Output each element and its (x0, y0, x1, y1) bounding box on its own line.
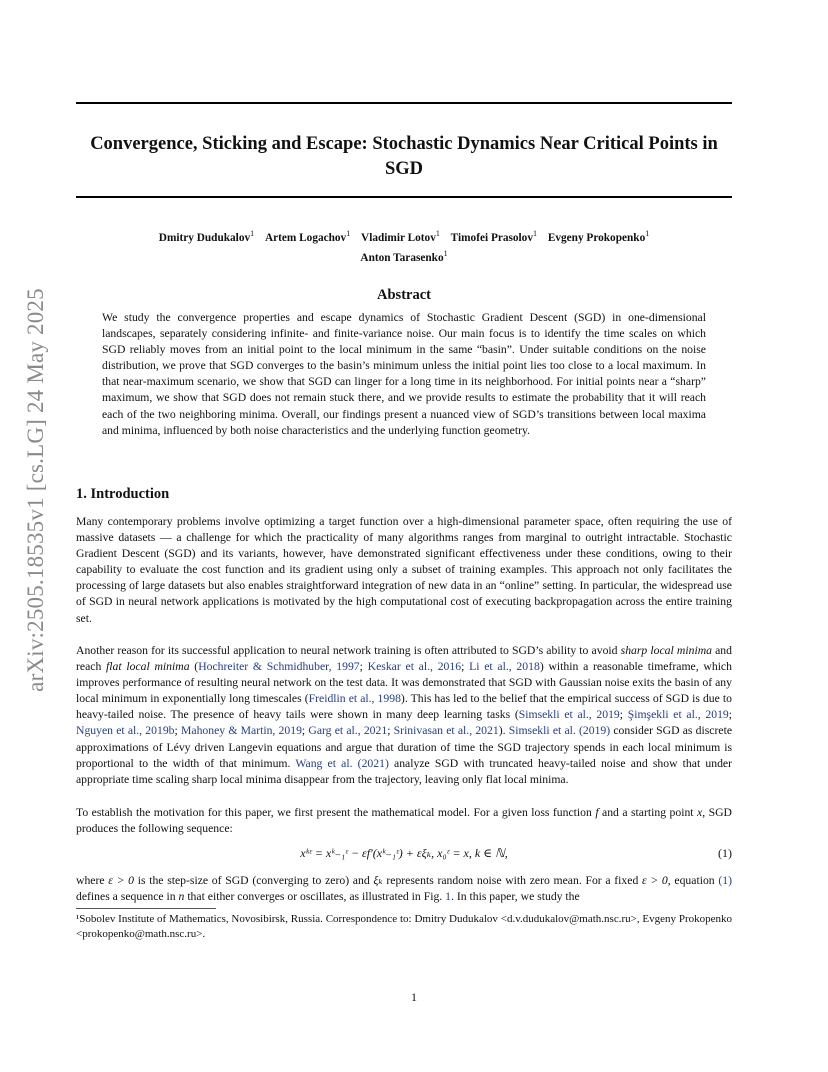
citation-link[interactable]: Simsekli et al., 2019 (518, 708, 620, 722)
section-heading-introduction: 1. Introduction (76, 486, 170, 502)
equation-number: (1) (718, 846, 732, 860)
citation-link[interactable]: Simsekli et al. (2019) (508, 724, 611, 738)
author: Anton Tarasenko$^1$ (360, 248, 448, 264)
paper-title: Convergence, Sticking and Escape: Stochastic Dynamics Near Critical Points in SGD (90, 134, 718, 179)
abstract-text: We study the convergence properties and escape dynamics of Stochastic Gradient Descent (SGD) in one-dimensional landscapes, separately considering infinite- and finite-variance noise. Our main focus is to identify the time scales on which SGD reliably moves from an initial point to the local minimum in the same “basin”. Under suitable conditions on the noise distribution, we prove that SGD converges to the basin’s minimum unless the initial point lies too close to a local maximum. In that near-maximum scenario, we show that SGD can linger for a long time in its neighborhood. For initial points near a “sharp” maximum, we show that SGD does not remain stuck there, and we provide results to estimate the probability that it will reach each of the two neighboring minima. Overall, our findings present a nuanced view of SGD’s transitions between local maxima and minima, influenced by both noise characteristics and the underlying function geometry. (102, 311, 706, 437)
equation-1 (76, 846, 732, 866)
figure-reference-link[interactable]: 1 (445, 890, 451, 904)
footnote-rule (76, 908, 216, 909)
page-number: 1 (411, 990, 417, 1004)
equation-body: xᵏᵋ = xᵏ₋₁ᵋ − εf′(xᵏ₋₁ᵋ) + εξₖ, x₀ᵋ = x, k ∈ ℕ, (300, 846, 508, 860)
abstract-heading: Abstract (377, 287, 431, 303)
author: Dmitry Dudukalov$^1$ (158, 229, 255, 244)
citation-link[interactable]: Wang et al. (2021) (295, 756, 389, 770)
citation-link[interactable]: Garg et al., 2021 (308, 724, 388, 738)
citation-link[interactable]: Li et al., 2018 (469, 660, 540, 674)
citation-link[interactable]: Şimşekli et al., 2019 (627, 708, 729, 722)
author: Vladimir Lotov$^1$ (361, 229, 440, 244)
citation-link[interactable]: Freidlin et al., 1998 (308, 692, 401, 706)
author: Evgeny Prokopenko$^1$ (547, 229, 650, 244)
citation-link[interactable]: Nguyen et al., 2019b (76, 724, 175, 738)
citation-link[interactable]: Keskar et al., 2016 (367, 660, 462, 674)
footnote: ¹Sobolev Institute of Mathematics, Novosibirsk, Russia. Correspondence to: Dmitry Dudukalov <d.v.dudukalov@math.nsc.ru>, Evgeny Prokopenko <prokopenko@math.nsc.ru>. (76, 913, 732, 940)
citation-link[interactable]: Srinivasan et al., 2021 (393, 724, 499, 738)
intro-paragraph-3: To establish the motivation for this paper, we first present the mathematical model. For a given loss function f and a starting point x, SGD produces the following sequence: (76, 806, 732, 836)
author: Timofei Prasolov$^1$ (450, 229, 537, 244)
intro-paragraph-2: Another reason for its successful application to neural network training is often attributed to SGD’s ability to avoid sharp local minima and reach flat local minima (Hochreiter & Schmidhuber, 1997; Keskar et al., 2016; Li et al., 2018) within a reasonable timeframe, which improves performance of resulting neural network on the test data. It was demonstrated that SGD with Gaussian noise exits the basin of any local minimum in exponentially long timescales (Freidlin et al., 1998). This has led to the belief that the empirical success of SGD is due to heavy-tailed noise. The presence of heavy tails were shown in many deep learning tasks (Simsekli et al., 2019; Şimşekli et al., 2019; Nguyen et al., 2019b; Mahoney & Martin, 2019; Garg et al., 2021; Srinivasan et al., 2021). Simsekli et al. (2019) consider SGD as discrete approximations of Lévy driven Langevin equations and argue that duration of time the SGD trajectory spends in each local minimum is proportional to the width of that minimum. Wang et al. (2021) analyze SGD with truncated heavy-tailed noise and show that under appropriate time scaling sharp local minima disappear from the trajectory, leaving only flat local minima. (76, 644, 733, 786)
title-top-rule (76, 102, 732, 104)
equation-reference-link[interactable]: (1) (718, 874, 732, 887)
title-bottom-rule (76, 196, 732, 198)
author-list (90, 226, 718, 266)
arxiv-identifier: arXiv:2505.18535v1 [cs.LG] 24 May 2025 (23, 288, 48, 692)
intro-paragraph-4: where ε > 0 is the step-size of SGD (converging to zero) and ξₖ represents random noise with zero mean. For a fixed ε > 0, equation (1) defines a sequence in n that either converges or oscillates, as illustrated in Fig. 1. In this paper, we study the (76, 874, 732, 904)
intro-paragraph-1: Many contemporary problems involve optimizing a target function over a high-dimensional parameter space, often requiring the use of massive datasets — a challenge for which the practicality of many algorithms ranges from marginal to outright intractable. Stochastic Gradient Descent (SGD) and its variants, however, have demonstrated significant effectiveness under these conditions, owing to their capability to evaluate the cost function and its gradient using only a subset of training examples. This approach not only facilitates the processing of large datasets but also enables straightforward integration of new data in an “online” setting. In particular, the widespread use of SGD in neural network applications is motivated by the high computational cost of executing backpropagation across the entire training set. (76, 515, 732, 625)
citation-link[interactable]: Hochreiter & Schmidhuber, 1997 (198, 660, 360, 674)
author: Artem Logachov$^1$ (264, 229, 351, 244)
citation-link[interactable]: Mahoney & Martin, 2019 (180, 724, 302, 738)
